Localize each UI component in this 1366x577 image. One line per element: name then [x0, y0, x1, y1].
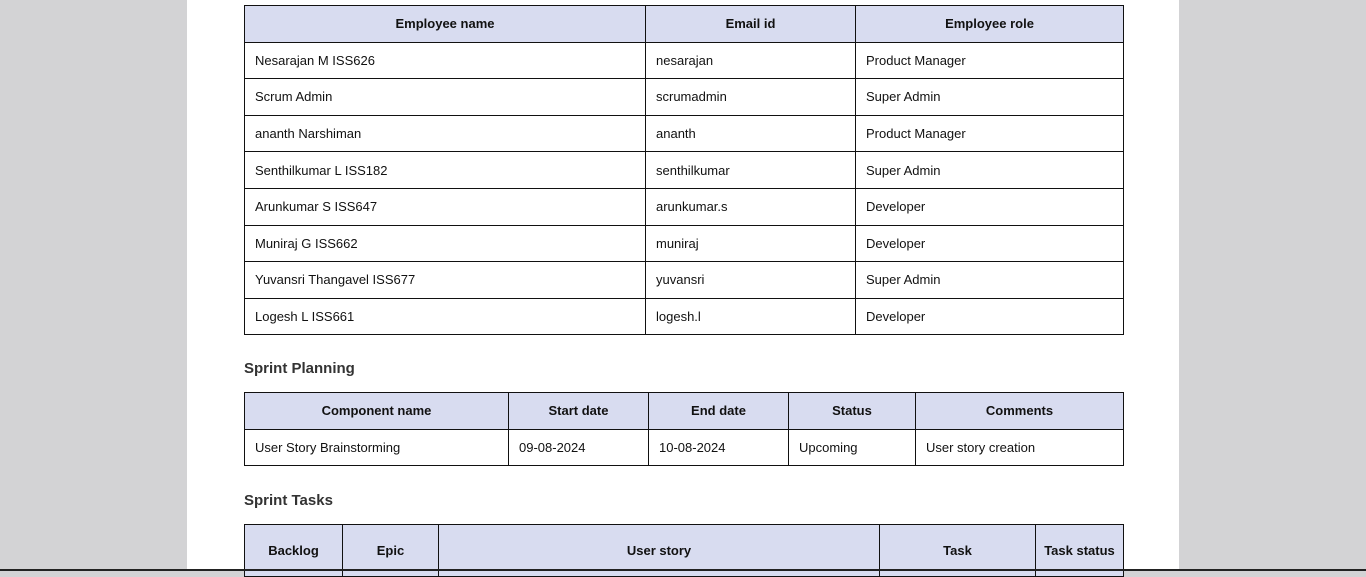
status-cell: Upcoming — [789, 429, 916, 466]
email-cell: arunkumar.s — [646, 188, 856, 225]
table-row — [245, 42, 1124, 79]
start-date-cell: 09-08-2024 — [509, 429, 649, 466]
column-header-end-date: End date — [649, 393, 789, 430]
column-header-status: Status — [789, 393, 916, 430]
table-row — [245, 152, 1124, 189]
employee-table — [244, 5, 1124, 335]
table-header-row — [245, 393, 1124, 430]
email-cell: muniraj — [646, 225, 856, 262]
role-cell: Super Admin — [856, 262, 1124, 299]
column-header-user-story: User story — [439, 525, 880, 577]
table-row — [245, 298, 1124, 335]
table-row — [245, 115, 1124, 152]
table-row — [245, 188, 1124, 225]
sprint-tasks-heading: Sprint Tasks — [244, 492, 333, 509]
employee-name-cell: Logesh L ISS661 — [245, 298, 646, 335]
document-page — [187, 0, 1179, 571]
column-header-component-name: Component name — [245, 393, 509, 430]
column-header-backlog: Backlog — [245, 525, 343, 577]
column-header-epic: Epic — [343, 525, 439, 577]
role-cell: Super Admin — [856, 152, 1124, 189]
table-row — [245, 262, 1124, 299]
role-cell: Developer — [856, 225, 1124, 262]
email-cell: ananth — [646, 115, 856, 152]
column-header-employee-role: Employee role — [856, 6, 1124, 43]
component-name-cell: User Story Brainstorming — [245, 429, 509, 466]
employee-name-cell: ananth Narshiman — [245, 115, 646, 152]
table-row — [245, 79, 1124, 116]
table-row — [245, 225, 1124, 262]
role-cell: Super Admin — [856, 79, 1124, 116]
employee-name-cell: Nesarajan M ISS626 — [245, 42, 646, 79]
role-cell: Developer — [856, 298, 1124, 335]
email-cell: yuvansri — [646, 262, 856, 299]
role-cell: Product Manager — [856, 42, 1124, 79]
employee-name-cell: Yuvansri Thangavel ISS677 — [245, 262, 646, 299]
role-cell: Developer — [856, 188, 1124, 225]
email-cell: senthilkumar — [646, 152, 856, 189]
role-cell: Product Manager — [856, 115, 1124, 152]
column-header-start-date: Start date — [509, 393, 649, 430]
table-row — [245, 429, 1124, 466]
email-cell: logesh.l — [646, 298, 856, 335]
end-date-cell: 10-08-2024 — [649, 429, 789, 466]
email-cell: scrumadmin — [646, 79, 856, 116]
sprint-planning-heading: Sprint Planning — [244, 360, 355, 377]
column-header-task-status: Task status — [1036, 525, 1124, 577]
column-header-employee-name: Employee name — [245, 6, 646, 43]
employee-name-cell: Scrum Admin — [245, 79, 646, 116]
table-header-row — [245, 6, 1124, 43]
column-header-comments: Comments — [916, 393, 1124, 430]
email-cell: nesarajan — [646, 42, 856, 79]
column-header-email-id: Email id — [646, 6, 856, 43]
employee-name-cell: Senthilkumar L ISS182 — [245, 152, 646, 189]
sprint-planning-table — [244, 392, 1124, 466]
comments-cell: User story creation — [916, 429, 1124, 466]
column-header-task: Task — [880, 525, 1036, 577]
employee-name-cell: Muniraj G ISS662 — [245, 225, 646, 262]
employee-name-cell: Arunkumar S ISS647 — [245, 188, 646, 225]
